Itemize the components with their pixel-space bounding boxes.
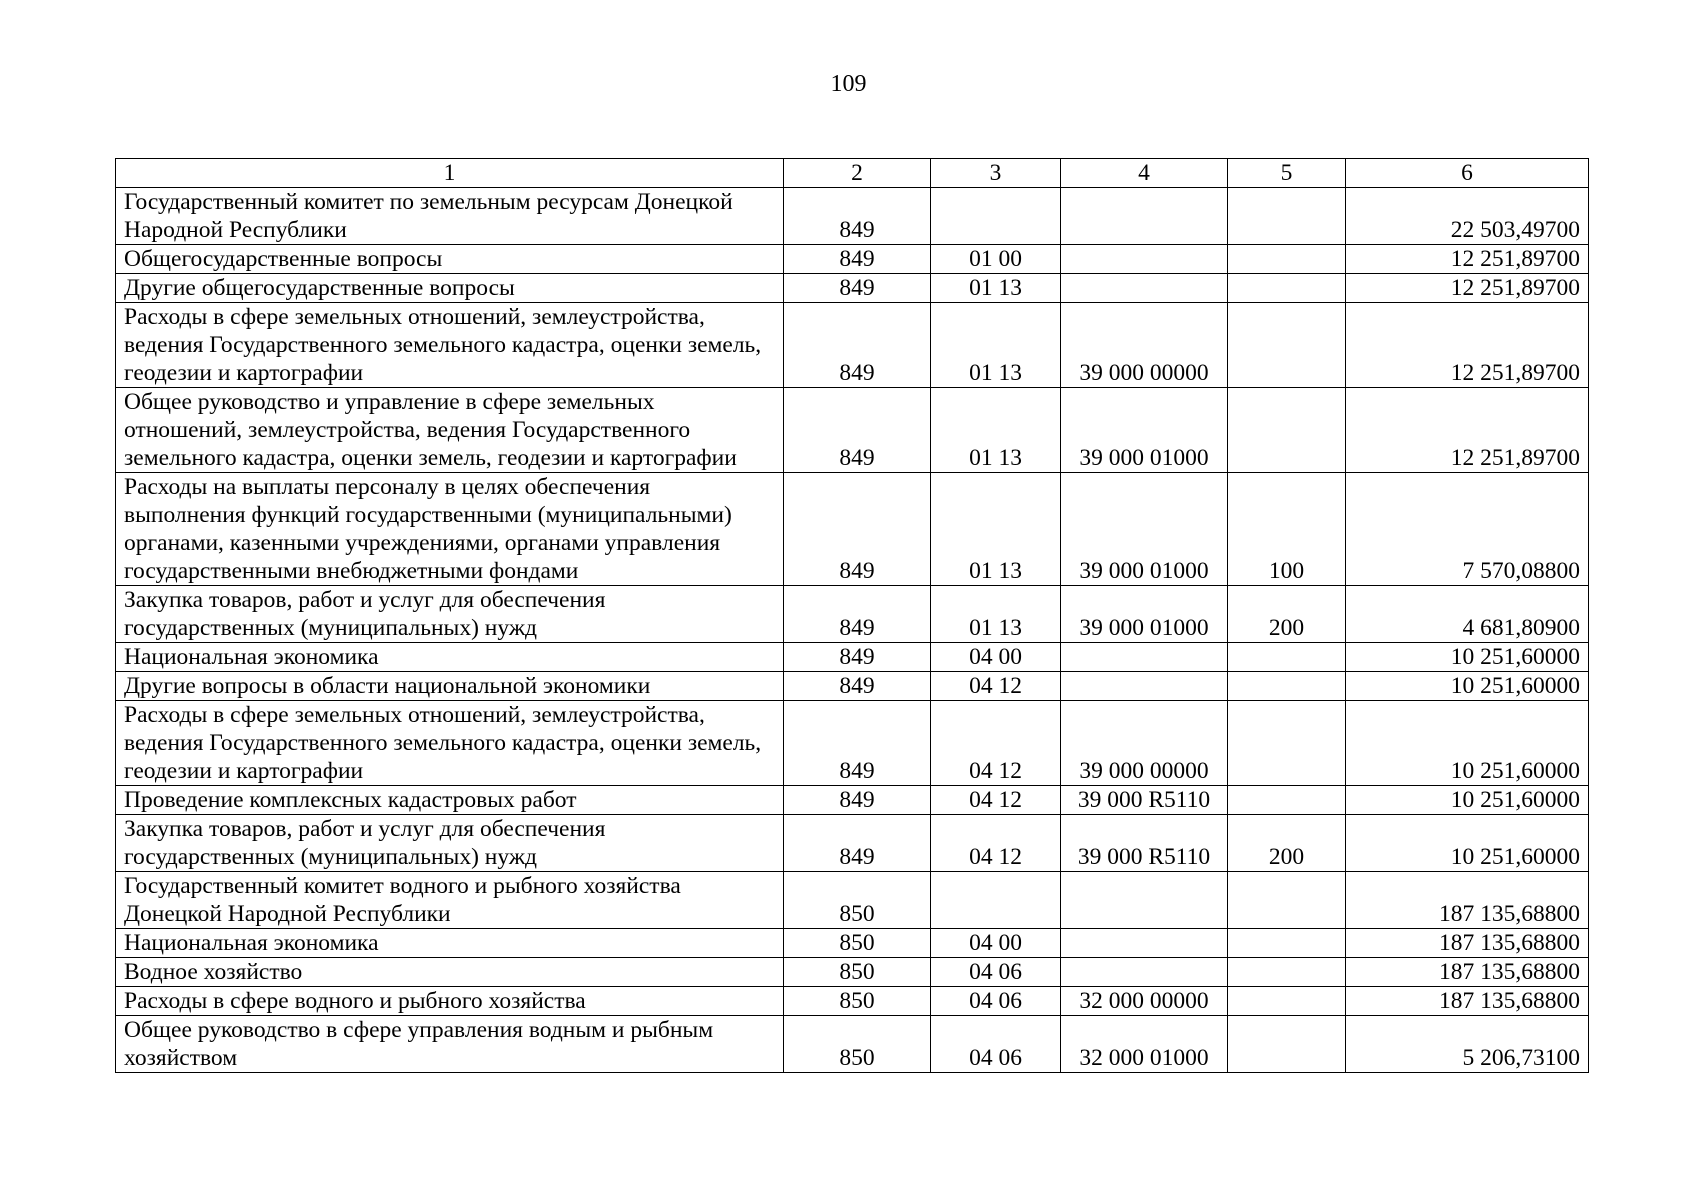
ministry-code: 849 [784,672,931,701]
amount: 12 251,89700 [1346,274,1589,303]
target-code [1061,672,1228,701]
column-header: 1 [116,159,784,188]
section-code [931,872,1061,929]
row-name: Закупка товаров, работ и услуг для обеспечения государственных (муниципальных) нужд [116,586,784,643]
row-name: Водное хозяйство [116,958,784,987]
ministry-code: 850 [784,929,931,958]
row-name: Национальная экономика [116,643,784,672]
section-code: 04 12 [931,701,1061,786]
expense-type-code [1228,1016,1346,1073]
section-code: 04 00 [931,643,1061,672]
section-code: 01 00 [931,245,1061,274]
row-name: Расходы в сфере водного и рыбного хозяйства [116,987,784,1016]
table-row [116,786,1589,815]
row-name: Расходы на выплаты персоналу в целях обеспечения выполнения функций государственными (муниципальными) органами, казенными учреждениями, органами управления государственными внебюджетными фондами [116,473,784,586]
table-row [116,815,1589,872]
amount: 10 251,60000 [1346,643,1589,672]
ministry-code: 849 [784,303,931,388]
row-name: Расходы в сфере земельных отношений, землеустройства, ведения Государственного земельного кадастра, оценки земель, геодезии и картографии [116,303,784,388]
ministry-code: 849 [784,274,931,303]
section-code: 01 13 [931,473,1061,586]
expense-type-code [1228,987,1346,1016]
table-row [116,473,1589,586]
row-name: Национальная экономика [116,929,784,958]
column-header: 3 [931,159,1061,188]
section-code: 04 06 [931,987,1061,1016]
ministry-code: 849 [784,188,931,245]
table-row [116,388,1589,473]
expense-type-code [1228,643,1346,672]
row-name: Другие вопросы в области национальной экономики [116,672,784,701]
expense-type-code [1228,958,1346,987]
ministry-code: 849 [784,643,931,672]
section-code: 04 00 [931,929,1061,958]
amount: 10 251,60000 [1346,672,1589,701]
row-name: Государственный комитет по земельным ресурсам Донецкой Народной Республики [116,188,784,245]
section-code: 01 13 [931,586,1061,643]
ministry-code: 849 [784,473,931,586]
section-code: 01 13 [931,388,1061,473]
target-code [1061,929,1228,958]
table-row [116,303,1589,388]
amount: 187 135,68800 [1346,987,1589,1016]
target-code: 39 000 01000 [1061,473,1228,586]
target-code: 39 000 R5110 [1061,815,1228,872]
target-code [1061,643,1228,672]
amount: 187 135,68800 [1346,872,1589,929]
target-code: 32 000 01000 [1061,1016,1228,1073]
table-row [116,643,1589,672]
table-row [116,274,1589,303]
table-row [116,245,1589,274]
table-row [116,701,1589,786]
section-code: 04 06 [931,1016,1061,1073]
expense-type-code: 100 [1228,473,1346,586]
amount: 187 135,68800 [1346,958,1589,987]
table-row [116,1016,1589,1073]
ministry-code: 849 [784,786,931,815]
ministry-code: 849 [784,245,931,274]
expense-type-code [1228,245,1346,274]
ministry-code: 850 [784,958,931,987]
section-code: 01 13 [931,303,1061,388]
target-code [1061,958,1228,987]
section-code [931,188,1061,245]
amount: 5 206,73100 [1346,1016,1589,1073]
amount: 4 681,80900 [1346,586,1589,643]
row-name: Общее руководство и управление в сфере земельных отношений, землеустройства, ведения Государственного земельного кадастра, оценки земель, геодезии и картографии [116,388,784,473]
amount: 10 251,60000 [1346,701,1589,786]
amount: 10 251,60000 [1346,815,1589,872]
table-body [116,188,1589,1073]
page-number: 109 [830,71,867,97]
amount: 12 251,89700 [1346,245,1589,274]
column-header: 5 [1228,159,1346,188]
row-name: Закупка товаров, работ и услуг для обеспечения государственных (муниципальных) нужд [116,815,784,872]
expense-type-code [1228,701,1346,786]
section-code: 04 06 [931,958,1061,987]
section-code: 04 12 [931,815,1061,872]
table-row [116,672,1589,701]
target-code: 39 000 01000 [1061,586,1228,643]
expense-type-code [1228,274,1346,303]
target-code: 39 000 00000 [1061,303,1228,388]
target-code: 39 000 01000 [1061,388,1228,473]
amount: 12 251,89700 [1346,388,1589,473]
expense-type-code [1228,786,1346,815]
amount: 187 135,68800 [1346,929,1589,958]
ministry-code: 849 [784,586,931,643]
table-header-row [116,159,1589,188]
expense-type-code: 200 [1228,586,1346,643]
row-name: Другие общегосударственные вопросы [116,274,784,303]
row-name: Общее руководство в сфере управления водным и рыбным хозяйством [116,1016,784,1073]
row-name: Государственный комитет водного и рыбного хозяйства Донецкой Народной Республики [116,872,784,929]
section-code: 01 13 [931,274,1061,303]
expense-type-code [1228,672,1346,701]
table-row [116,987,1589,1016]
table-row [116,188,1589,245]
amount: 10 251,60000 [1346,786,1589,815]
column-header: 2 [784,159,931,188]
amount: 7 570,08800 [1346,473,1589,586]
ministry-code: 849 [784,388,931,473]
row-name: Проведение комплексных кадастровых работ [116,786,784,815]
ministry-code: 849 [784,815,931,872]
ministry-code: 850 [784,987,931,1016]
amount: 12 251,89700 [1346,303,1589,388]
column-header: 4 [1061,159,1228,188]
section-code: 04 12 [931,786,1061,815]
expense-type-code: 200 [1228,815,1346,872]
row-name: Общегосударственные вопросы [116,245,784,274]
budget-table [115,158,1589,1073]
expense-type-code [1228,188,1346,245]
table-row [116,929,1589,958]
target-code [1061,872,1228,929]
target-code [1061,274,1228,303]
section-code: 04 12 [931,672,1061,701]
target-code: 32 000 00000 [1061,987,1228,1016]
target-code: 39 000 R5110 [1061,786,1228,815]
ministry-code: 849 [784,701,931,786]
expense-type-code [1228,872,1346,929]
column-header: 6 [1346,159,1589,188]
target-code [1061,245,1228,274]
target-code [1061,188,1228,245]
ministry-code: 850 [784,1016,931,1073]
target-code: 39 000 00000 [1061,701,1228,786]
table-row [116,586,1589,643]
row-name: Расходы в сфере земельных отношений, землеустройства, ведения Государственного земельного кадастра, оценки земель, геодезии и картографии [116,701,784,786]
expense-type-code [1228,388,1346,473]
amount: 22 503,49700 [1346,188,1589,245]
table-row [116,958,1589,987]
ministry-code: 850 [784,872,931,929]
expense-type-code [1228,929,1346,958]
table-row [116,872,1589,929]
expense-type-code [1228,303,1346,388]
